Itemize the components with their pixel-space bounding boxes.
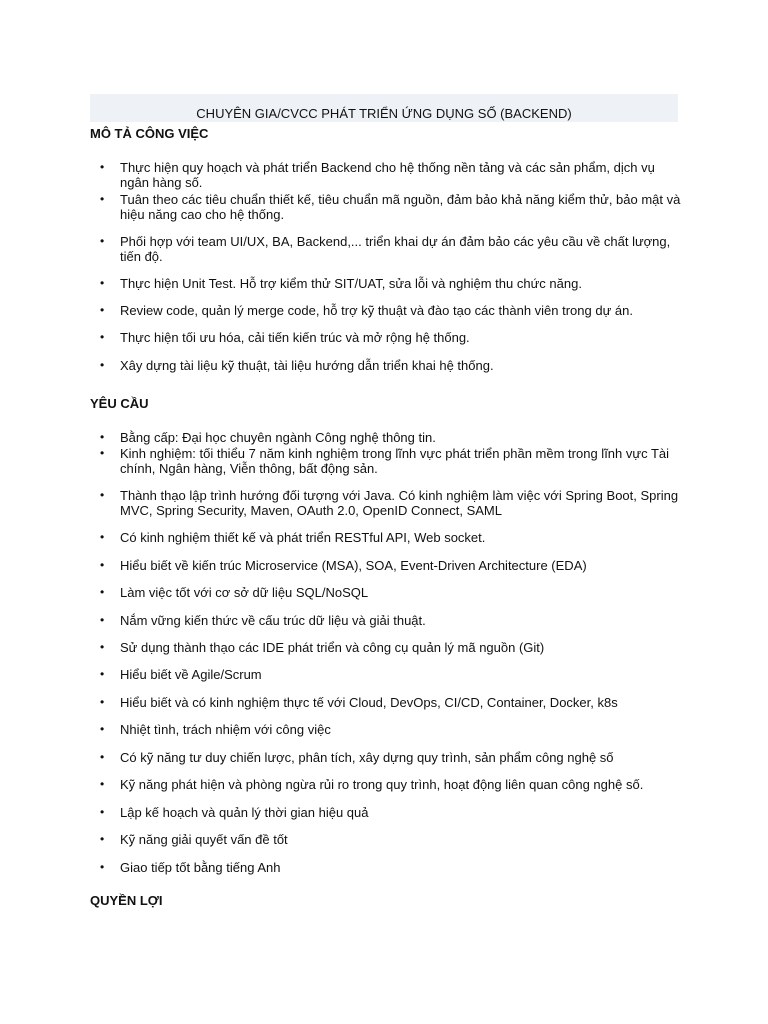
section-heading-job-description: MÔ TẢ CÔNG VIỆC: [90, 126, 209, 141]
bullet: •: [100, 430, 105, 444]
bullet: •: [100, 860, 105, 874]
bullet: •: [100, 613, 105, 627]
bullet: •: [100, 330, 105, 344]
bullet: •: [100, 585, 105, 599]
bullet: •: [100, 358, 105, 372]
bullet: •: [100, 777, 105, 791]
bullet: •: [100, 750, 105, 764]
bullet: •: [100, 488, 105, 502]
bullet: •: [100, 832, 105, 846]
section-heading-requirements: YÊU CẦU: [90, 396, 149, 411]
bullet: •: [100, 160, 105, 174]
bullet: •: [100, 640, 105, 654]
bullet: •: [100, 234, 105, 248]
document-title: CHUYÊN GIA/CVCC PHÁT TRIỂN ỨNG DỤNG SỐ (BACKEND): [196, 106, 572, 121]
bullet: •: [100, 192, 105, 206]
bullet: •: [100, 446, 105, 460]
bullet: •: [100, 303, 105, 317]
bullet: •: [100, 667, 105, 681]
document-page: CHUYÊN GIA/CVCC PHÁT TRIỂN ỨNG DỤNG SỐ (BACKEND) MÔ TẢ CÔNG VIỆC • Thực hiện quy hoạch và phát triển Backend cho hệ thống nền tảng và các sản phẩm, dịch vụ ngân hàng số. • Tuân theo các tiêu chuẩn thiết kế, tiêu chuẩn mã nguồn, đảm bảo khả năng kiểm thử, bảo mật và hiệu năng cao cho hệ thống. • Phối hợp với team UI/UX, BA, Backend,... triển khai dự án đảm bảo các yêu cầu về chất lượng, tiến độ. • Thực hiện Unit Test. Hỗ trợ kiểm thử SIT/UAT, sửa lỗi và nghiệm thu chức năng. • Review code, quản lý merge code, hỗ trợ kỹ thuật và đào tạo các thành viên trong dự án. • Thực hiện tối ưu hóa, cải tiến kiến trúc và mở rộng hệ thống. • Xây dựng tài liệu kỹ thuật, tài liệu hướng dẫn triển khai hệ thống. YÊU CẦU • Bằng cấp: Đại học chuyên ngành Công nghệ thông tin. • Kinh nghiệm: tối thiểu 7 năm kinh nghiệm trong lĩnh vực phát triển phần mềm trong lĩnh vực Tài chính, Ngân hàng, Viễn thông, bất động sản. • Thành thạo lập trình hướng đối tượng với Java. Có kinh nghiệm làm việc với Spring Boot, Spring MVC, Spring Security, Maven, OAuth 2.0, OpenID Connect, SAML • Có kinh nghiệm thiết kế và phát triển RESTful API, Web socket. • Hiểu biết về kiến trúc Microservice (MSA), SOA, Event-Driven Architecture (EDA) • Làm việc tốt với cơ sở dữ liệu SQL/NoSQL • Nắm vững kiến thức về cấu trúc dữ liệu và giải thuật. • Sử dụng thành thạo các IDE phát triển và công cụ quản lý mã nguồn (Git) • Hiểu biết về Agile/Scrum • Hiểu biết và có kinh nghiệm thực tế với Cloud, DevOps, CI/CD, Container, Docker, k8s • Nhiệt tình, trách nhiệm với công việc • Có kỹ năng tư duy chiến lược, phân tích, xây dựng quy trình, sản phẩm công nghệ số • Kỹ năng phát hiện và phòng ngừa rủi ro trong quy trình, hoạt động liên quan công nghệ số. • Lập kế hoạch và quản lý thời gian hiệu quả • Kỹ năng giải quyết vấn đề tốt • Giao tiếp tốt bằng tiếng Anh QUYỀN LỢI: [0, 0, 768, 1024]
bullet: •: [100, 695, 105, 709]
bullet: •: [100, 530, 105, 544]
bullet: •: [100, 276, 105, 290]
bullet: •: [100, 722, 105, 736]
bullet: •: [100, 805, 105, 819]
section-heading-benefits: QUYỀN LỢI: [90, 893, 163, 908]
bullet: •: [100, 558, 105, 572]
